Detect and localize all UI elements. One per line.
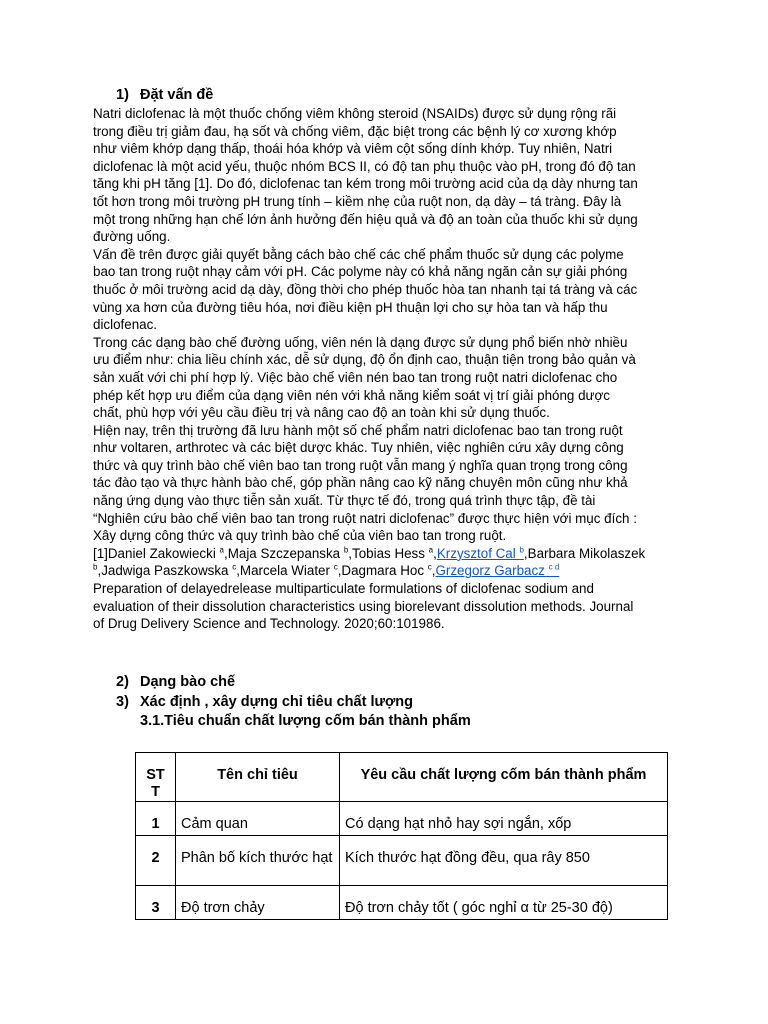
- author-affiliation: c: [427, 562, 432, 572]
- text-line: tăng khi pH tăng [1]. Do đó, diclofenac tan kém trong môi trường acid của dạ dày nhưng tan: [93, 176, 638, 192]
- text-line: thức và quy trình bào chế viên bao tan trong ruột vẫn mang ý nghĩa quan trọng trong công: [93, 457, 628, 473]
- text-line: trong điều trị giảm đau, hạ sốt và chống viêm, đặc biệt trong các bệnh lý cơ xương khớp: [93, 123, 617, 139]
- reference-authors-line-1: [93, 545, 683, 563]
- table-row: [136, 836, 668, 886]
- author-name: Jadwiga Paszkowska: [101, 563, 233, 579]
- text-line: Hiện nay, trên thị trường đã lưu hành một số chế phẩm natri diclofenac bao tan trong ruột: [93, 422, 623, 438]
- requirement: Có dạng hạt nhỏ hay sợi ngắn, xốp: [340, 802, 668, 836]
- author-name: Grzegorz Garbacz: [435, 563, 549, 579]
- author-affiliation: b: [93, 562, 98, 572]
- text-line: một trong những hạn chế lớn ảnh hưởng đến hiệu quả và độ an toàn của thuốc khi sử dụng: [93, 211, 638, 227]
- section-2-title: Dạng bào chế: [140, 674, 236, 690]
- row-number: 1: [136, 802, 176, 836]
- criteria-name: Cảm quan: [176, 802, 340, 836]
- text-line: Trong các dạng bào chế đường uống, viên nén là dạng được sử dụng phổ biến nhờ nhiều: [93, 334, 628, 350]
- text-line: diclofenac là một acid yếu, thuộc nhóm BCS II, có độ tan phụ thuộc vào pH, trong đó độ tan: [93, 158, 636, 174]
- author-affiliation: c d: [548, 562, 560, 572]
- section-1-heading: [116, 86, 213, 104]
- text-line: tác đào tạo và thực hành bào chế, góp phần nâng cao kỹ năng chuyên môn cũng như khả: [93, 475, 628, 491]
- quality-spec-table: [135, 752, 668, 920]
- text-line: đường uống.: [93, 229, 171, 245]
- table-row: [136, 802, 668, 836]
- author-separator: ,: [236, 563, 240, 579]
- requirement: Độ trơn chảy tốt ( góc nghỉ α từ 25-30 độ): [340, 886, 668, 920]
- author-name: Maja Szczepanska: [227, 545, 344, 561]
- reference-citation-line: evaluation of their dissolution characteristics using biorelevant dissolution methods. Journal: [93, 598, 634, 614]
- author-name: Daniel Zakowiecki: [107, 545, 220, 561]
- author-separator: ,: [433, 545, 437, 561]
- section-3-title: Xác định , xây dựng chỉ tiêu chất lượng: [140, 694, 414, 710]
- author-name: Marcela Wiater: [239, 563, 334, 579]
- section-1-number: 1): [116, 87, 129, 103]
- text-line: chất, phù hợp với yêu cầu điều trị và nâng cao độ an toàn khi sử dụng thuốc.: [93, 405, 550, 421]
- text-line: sản xuất với chi phí hợp lý. Việc bào chế viên nén bao tan trong ruột natri diclofenac cho: [93, 369, 618, 385]
- paragraph-2: [93, 246, 683, 334]
- paragraph-3: [93, 334, 683, 422]
- table-row: [136, 886, 668, 920]
- reference-citation-line: Preparation of delayedrelease multiparticulate formulations of diclofenac sodium and: [93, 581, 594, 597]
- author-name: Tobias Hess: [352, 545, 429, 561]
- section-1-body: [93, 105, 683, 633]
- author-affiliation: c: [232, 562, 237, 572]
- header-stt: [136, 753, 176, 802]
- reference-1: [93, 545, 683, 633]
- author-link-krzysztof-cal[interactable]: [437, 546, 524, 561]
- author-name: Barbara Mikolaszek: [527, 545, 646, 561]
- header-requirement: Yêu cầu chất lượng cốm bán thành phẩm: [340, 753, 668, 802]
- author-separator: ,: [97, 563, 102, 579]
- text-line: tốt hơn trong môi trường pH trung tính – kiềm nhẹ của ruột non, dạ dày – tá tràng. Đây là: [93, 193, 622, 209]
- text-line: như viêm khớp dạng thấp, thoái hóa khớp và viêm cột sống dính khớp. Tuy nhiên, Natri: [93, 141, 613, 157]
- author-name: Krzysztof Cal: [436, 545, 520, 561]
- text-line: Natri diclofenac là một thuốc chống viêm không steroid (NSAIDs) được sử dụng rộng rãi: [93, 106, 617, 121]
- section-3-number: 3): [116, 694, 129, 710]
- reference-citation-line: of Drug Delivery Science and Technology. 2020;60:101986.: [93, 616, 445, 632]
- subsection-3-1-heading: 3.1.Tiêu chuẩn chất lượng cốm bán thành phẩm: [140, 713, 471, 729]
- author-affiliation: a: [219, 545, 224, 555]
- author-separator: ,: [523, 545, 528, 561]
- text-line: năng ứng dụng vào thực tiễn sản xuất. Từ thực tế đó, trong quá trình thực tập, đề tài: [93, 493, 596, 509]
- section-3-heading: [116, 693, 413, 711]
- text-line: bao tan trong ruột nhạy cảm với pH. Các polyme này có khả năng ngăn cản sự giải phóng: [93, 264, 628, 280]
- text-line: phép kết hợp ưu điểm của dạng viên nén với khả năng kiểm soát vị trí giải phóng dược: [93, 387, 610, 403]
- table-header-row: [136, 753, 668, 802]
- header-stt-line-1: ST: [146, 767, 165, 783]
- author-separator: ,: [337, 563, 342, 579]
- requirement: Kích thước hạt đồng đều, qua rây 850: [340, 836, 668, 886]
- reference-authors-line-2: [93, 562, 683, 580]
- header-criteria-name: Tên chỉ tiêu: [176, 753, 340, 802]
- author-affiliation: a: [428, 545, 434, 555]
- text-line: Xây dựng công thức và quy trình bào chế của viên bao tan trong ruột.: [93, 528, 507, 544]
- author-affiliation: b: [343, 545, 349, 555]
- author-separator: ,: [223, 545, 228, 561]
- text-line: vùng xa hơn của đường tiêu hóa, nơi điều kiện pH thuận lợi cho sự hòa tan và hấp thu: [93, 299, 608, 315]
- text-line: “Nghiên cứu bào chế viên bao tan trong ruột natri diclofenac” được thực hiện với mục đích :: [93, 510, 637, 526]
- row-number: 3: [136, 886, 176, 920]
- header-stt-line-2: T: [151, 784, 160, 800]
- section-2-heading: [116, 673, 235, 691]
- reference-prefix: [1]: [93, 545, 108, 561]
- criteria-name: Độ trơn chảy: [176, 886, 340, 920]
- paragraph-4: [93, 422, 683, 545]
- text-line: Vấn đề trên được giải quyết bằng cách bào chế các chế phẩm thuốc sử dụng các polyme: [93, 246, 624, 262]
- author-affiliation: b: [519, 545, 524, 555]
- author-name: Dagmara Hoc: [341, 563, 428, 579]
- row-number: 2: [136, 836, 176, 886]
- criteria-name: Phân bố kích thước hạt: [176, 836, 340, 886]
- text-line: diclofenac.: [93, 317, 158, 333]
- text-line: ưu điểm như: chia liều chính xác, dễ sử dụng, độ ổn định cao, thuận tiện trong bảo quản và: [93, 352, 636, 368]
- author-link-grzegorz-garbacz[interactable]: [435, 563, 559, 578]
- paragraph-1: [93, 105, 683, 246]
- author-separator: ,: [348, 545, 353, 561]
- author-separator: ,: [431, 563, 436, 579]
- section-1-title: Đặt vấn đề: [140, 87, 214, 103]
- author-affiliation: c: [333, 562, 338, 572]
- text-line: thuốc ở môi trường acid dạ dày, đồng thời cho phép thuốc hòa tan nhanh tại tá tràng và các: [93, 281, 638, 297]
- text-line: như voltaren, arthrotec và các biệt dược khác. Tuy nhiên, việc nghiên cứu xây dựng công: [93, 440, 624, 456]
- section-2-number: 2): [116, 674, 129, 690]
